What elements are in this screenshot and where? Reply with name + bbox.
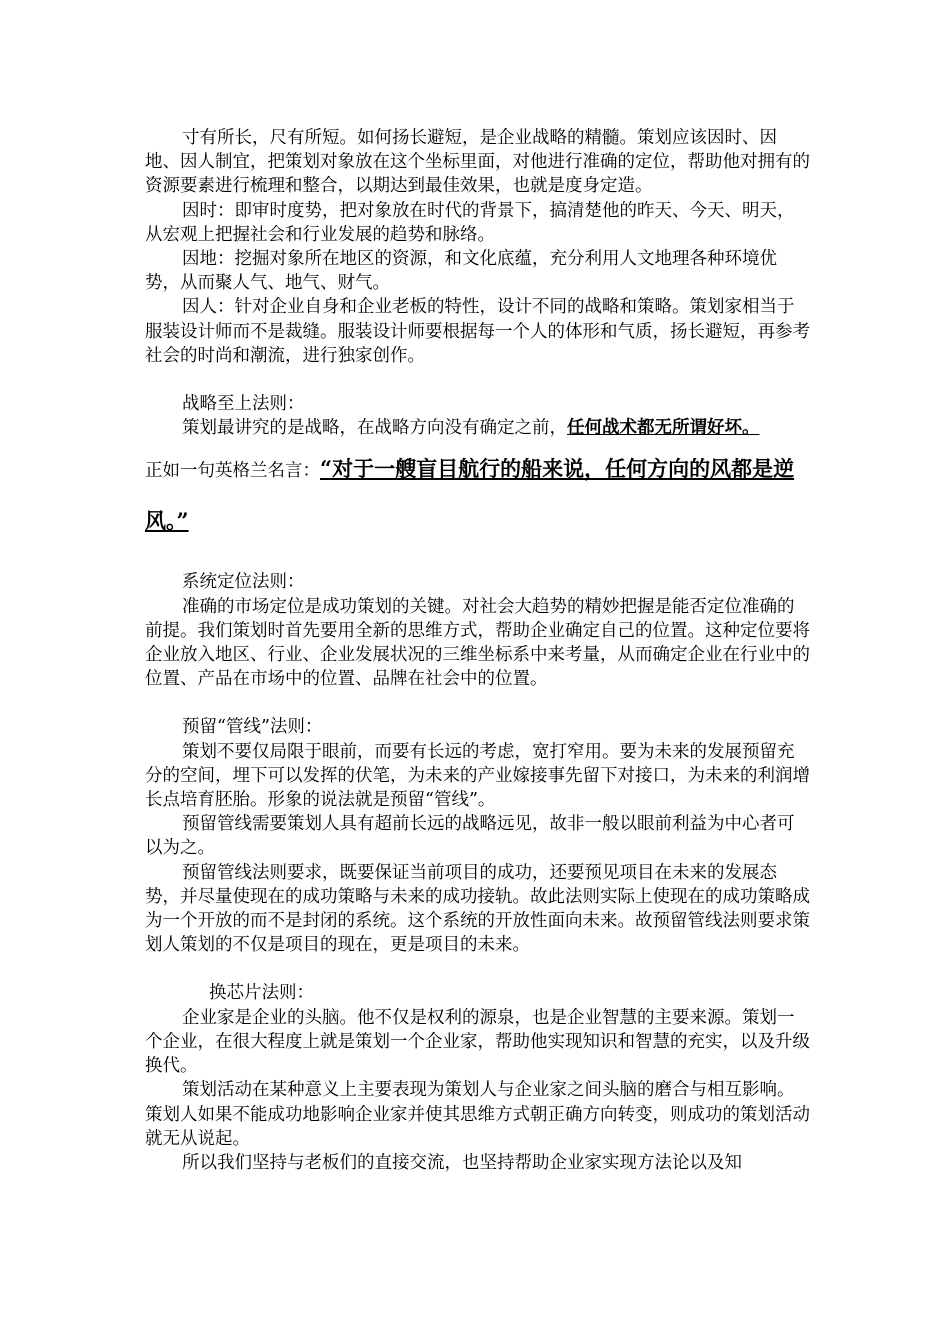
document-body (145, 126, 810, 1175)
spacer (145, 691, 810, 715)
section-heading-strategy: 战略至上法则： (182, 394, 305, 415)
section-heading-positioning: 系统定位法则： (182, 572, 305, 593)
strategy-text: 策划最讲究的是战略，在战略方向没有确定之前， (182, 418, 567, 439)
spacer (145, 957, 810, 981)
strategy-quote (145, 444, 810, 546)
section-heading-chip: 换芯片法则： (209, 983, 314, 1004)
chip-paragraph: 所以我们坚持与老板们的直接交流，也坚持帮助企业家实现方法论以及知 (182, 1152, 742, 1173)
intro-paragraph-place: 因地：挖掘对象所在地区的资源，和文化底蕴，充分利用人文地理各种环境优势，从而聚人气、地气、财气。 (145, 249, 777, 294)
positioning-paragraph: 准确的市场定位是成功策划的关键。对社会大趋势的精妙把握是能否定位准确的前提。我们策划时首先要用全新的思维方式，帮助企业确定自己的位置。这种定位要将企业放入地区、行业、企业发展状况的三维坐标系中来考量，从而确定企业在行业中的位置、产品在市场中的位置、品牌在社会中的位置。 (145, 596, 810, 690)
quote-emphasis: “对于一艘盲目航行的船来说，任何方向的风都是逆风。” (145, 456, 795, 534)
pipeline-paragraph: 策划不要仅局限于眼前，而要有长远的考虑，宽打窄用。要为未来的发展预留充分的空间，埋下可以发挥的伏笔，为未来的产业嫁接事先留下对接口，为未来的利润增长点培育胚胎。形象的说法就是预留“管线”。 (145, 741, 810, 811)
intro-paragraph-time: 因时：即审时度势，把对象放在时代的背景下，搞清楚他的昨天、今天、明天，从宏观上把握社会和行业发展的趋势和脉络。 (145, 200, 795, 245)
spacer (145, 546, 810, 570)
intro-paragraph: 寸有所长，尺有所短。如何扬长避短，是企业战略的精髓。策划应该因时、因地、因人制宜，把策划对象放在这个坐标里面，对他进行准确的定位，帮助他对拥有的资源要素进行梳理和整合，以期达到最佳效果，也就是度身定造。 (145, 128, 810, 197)
strategy-emphasis: 任何战术都无所谓好坏。 (567, 418, 760, 439)
chip-paragraph: 策划活动在某种意义上主要表现为策划人与企业家之间头脑的磨合与相互影响。策划人如果不能成功地影响企业家并使其思维方式朝正确方向转变，则成功的策划活动就无从说起。 (145, 1080, 810, 1149)
strategy-paragraph (145, 416, 810, 440)
pipeline-paragraph: 预留管线法则要求，既要保证当前项目的成功，还要预见项目在未来的发展态势，并尽量使现在的成功策略与未来的成功接轨。故此法则实际上使现在的成功策略成为一个开放的而不是封闭的系统。这个系统的开放性面向未来。故预留管线法则要求策划人策划的不仅是项目的现在，更是项目的未来。 (145, 862, 810, 956)
quote-prefix: 正如一句英格兰名言： (145, 461, 320, 482)
chip-paragraph: 企业家是企业的头脑。他不仅是权利的源泉，也是企业智慧的主要来源。策划一个企业，在很大程度上就是策划一个企业家，帮助他实现知识和智慧的充实，以及升级换代。 (145, 1007, 810, 1077)
intro-paragraph-people: 因人：针对企业自身和企业老板的特性，设计不同的战略和策略。策划家相当于服装设计师而不是裁缝。服装设计师要根据每一个人的体形和气质，扬长避短，再参考社会的时尚和潮流，进行独家创作。 (145, 297, 810, 366)
section-heading-pipeline: 预留“管线”法则： (182, 717, 323, 738)
spacer (145, 368, 810, 392)
pipeline-paragraph: 预留管线需要策划人具有超前长远的战略远见，故非一般以眼前利益为中心者可以为之。 (145, 814, 795, 859)
